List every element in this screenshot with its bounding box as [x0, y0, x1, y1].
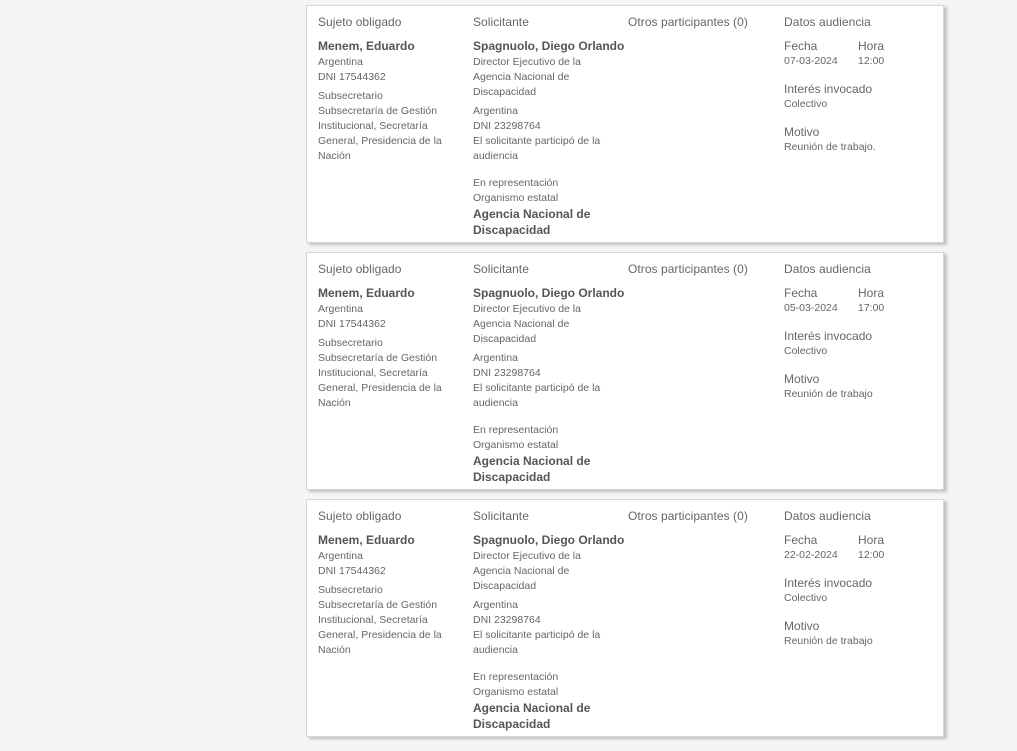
solicitante-cargo-line: Agencia Nacional de	[473, 318, 570, 330]
sujeto-dni: DNI 17544362	[318, 565, 386, 577]
sujeto-cargo-line: General, Presidencia de la	[318, 629, 442, 641]
fecha-label: Fecha	[784, 533, 818, 547]
hora-value: 17:00	[858, 302, 885, 314]
sujeto-cargo-line: Subsecretaría de Gestión	[318, 105, 438, 117]
sujeto-nombre: Menem, Eduardo	[318, 39, 415, 53]
sujeto-cargo-line: Institucional, Secretaría	[318, 367, 428, 379]
otros-participantes-header: Otros participantes (0)	[628, 15, 748, 29]
sujeto-cargo-line: Subsecretaría de Gestión	[318, 352, 438, 364]
solicitante-cargo-line: Discapacidad	[473, 333, 537, 345]
solicitante-pais: Argentina	[473, 352, 518, 364]
hora-label: Hora	[858, 286, 885, 300]
solicitante-pais: Argentina	[473, 599, 518, 611]
solicitante-participo-line: audiencia	[473, 150, 518, 162]
organismo-nombre-line: Agencia Nacional de	[473, 701, 591, 715]
sujeto-pais: Argentina	[318, 550, 363, 562]
datos-audiencia-header: Datos audiencia	[784, 509, 871, 523]
motivo-value: Reunión de trabajo	[784, 388, 873, 400]
sujeto-cargo-line: General, Presidencia de la	[318, 135, 442, 147]
sujeto-obligado-header: Sujeto obligado	[318, 509, 402, 523]
fecha-value: 22-02-2024	[784, 549, 838, 561]
solicitante-nombre: Spagnuolo, Diego Orlando	[473, 533, 625, 547]
sujeto-pais: Argentina	[318, 303, 363, 315]
organismo-nombre-line: Discapacidad	[473, 717, 551, 731]
hora-value: 12:00	[858, 549, 885, 561]
tipo-organismo: Organismo estatal	[473, 192, 559, 204]
fecha-label: Fecha	[784, 39, 818, 53]
motivo-label: Motivo	[784, 619, 820, 633]
sujeto-pais: Argentina	[318, 56, 363, 68]
solicitante-pais: Argentina	[473, 105, 518, 117]
audiencia-card	[306, 5, 944, 243]
sujeto-obligado-header: Sujeto obligado	[318, 262, 402, 276]
fecha-value: 05-03-2024	[784, 302, 838, 314]
motivo-value: Reunión de trabajo.	[784, 141, 876, 153]
representacion-label: En representación	[473, 177, 559, 189]
solicitante-dni: DNI 23298764	[473, 614, 541, 626]
sujeto-obligado-header: Sujeto obligado	[318, 15, 402, 29]
solicitante-participo-line: El solicitante participó de la	[473, 629, 601, 641]
solicitante-cargo-line: Director Ejecutivo de la	[473, 550, 581, 562]
interes-invocado-value: Colectivo	[784, 345, 828, 357]
solicitante-cargo-line: Director Ejecutivo de la	[473, 303, 581, 315]
solicitante-dni: DNI 23298764	[473, 367, 541, 379]
otros-participantes-header: Otros participantes (0)	[628, 262, 748, 276]
otros-participantes-header: Otros participantes (0)	[628, 509, 748, 523]
interes-invocado-label: Interés invocado	[784, 576, 873, 590]
sujeto-dni: DNI 17544362	[318, 71, 386, 83]
solicitante-cargo-line: Director Ejecutivo de la	[473, 56, 581, 68]
solicitante-cargo-line: Agencia Nacional de	[473, 565, 570, 577]
sujeto-cargo-line: General, Presidencia de la	[318, 382, 442, 394]
organismo-nombre-line: Agencia Nacional de	[473, 207, 591, 221]
datos-audiencia-header: Datos audiencia	[784, 15, 871, 29]
interes-invocado-label: Interés invocado	[784, 82, 873, 96]
solicitante-nombre: Spagnuolo, Diego Orlando	[473, 39, 625, 53]
solicitante-participo-line: audiencia	[473, 644, 518, 656]
sujeto-nombre: Menem, Eduardo	[318, 533, 415, 547]
solicitante-cargo-line: Discapacidad	[473, 86, 537, 98]
hora-label: Hora	[858, 533, 885, 547]
solicitante-nombre: Spagnuolo, Diego Orlando	[473, 286, 625, 300]
sujeto-cargo-line: Nación	[318, 397, 351, 409]
sujeto-cargo-line: Subsecretario	[318, 584, 383, 596]
motivo-label: Motivo	[784, 372, 820, 386]
representacion-label: En representación	[473, 671, 559, 683]
audiencia-card	[306, 252, 944, 490]
interes-invocado-value: Colectivo	[784, 98, 828, 110]
hora-value: 12:00	[858, 55, 885, 67]
tipo-organismo: Organismo estatal	[473, 439, 559, 451]
sujeto-dni: DNI 17544362	[318, 318, 386, 330]
hora-label: Hora	[858, 39, 885, 53]
datos-audiencia-header: Datos audiencia	[784, 262, 871, 276]
solicitante-cargo-line: Agencia Nacional de	[473, 71, 570, 83]
sujeto-nombre: Menem, Eduardo	[318, 286, 415, 300]
motivo-label: Motivo	[784, 125, 820, 139]
tipo-organismo: Organismo estatal	[473, 686, 559, 698]
interes-invocado-label: Interés invocado	[784, 329, 873, 343]
organismo-nombre-line: Agencia Nacional de	[473, 454, 591, 468]
sujeto-cargo-line: Subsecretario	[318, 337, 383, 349]
solicitante-cargo-line: Discapacidad	[473, 580, 537, 592]
organismo-nombre-line: Discapacidad	[473, 223, 551, 237]
fecha-value: 07-03-2024	[784, 55, 838, 67]
sujeto-cargo-line: Subsecretario	[318, 90, 383, 102]
sujeto-cargo-line: Institucional, Secretaría	[318, 120, 428, 132]
representacion-label: En representación	[473, 424, 559, 436]
solicitante-participo-line: El solicitante participó de la	[473, 135, 601, 147]
sujeto-cargo-line: Institucional, Secretaría	[318, 614, 428, 626]
solicitante-header: Solicitante	[473, 509, 529, 523]
fecha-label: Fecha	[784, 286, 818, 300]
sujeto-cargo-line: Nación	[318, 644, 351, 656]
solicitante-header: Solicitante	[473, 15, 529, 29]
solicitante-participo-line: El solicitante participó de la	[473, 382, 601, 394]
motivo-value: Reunión de trabajo	[784, 635, 873, 647]
audiencia-card	[306, 499, 944, 737]
sujeto-cargo-line: Subsecretaría de Gestión	[318, 599, 438, 611]
interes-invocado-value: Colectivo	[784, 592, 828, 604]
organismo-nombre-line: Discapacidad	[473, 470, 551, 484]
solicitante-dni: DNI 23298764	[473, 120, 541, 132]
solicitante-header: Solicitante	[473, 262, 529, 276]
sujeto-cargo-line: Nación	[318, 150, 351, 162]
solicitante-participo-line: audiencia	[473, 397, 518, 409]
